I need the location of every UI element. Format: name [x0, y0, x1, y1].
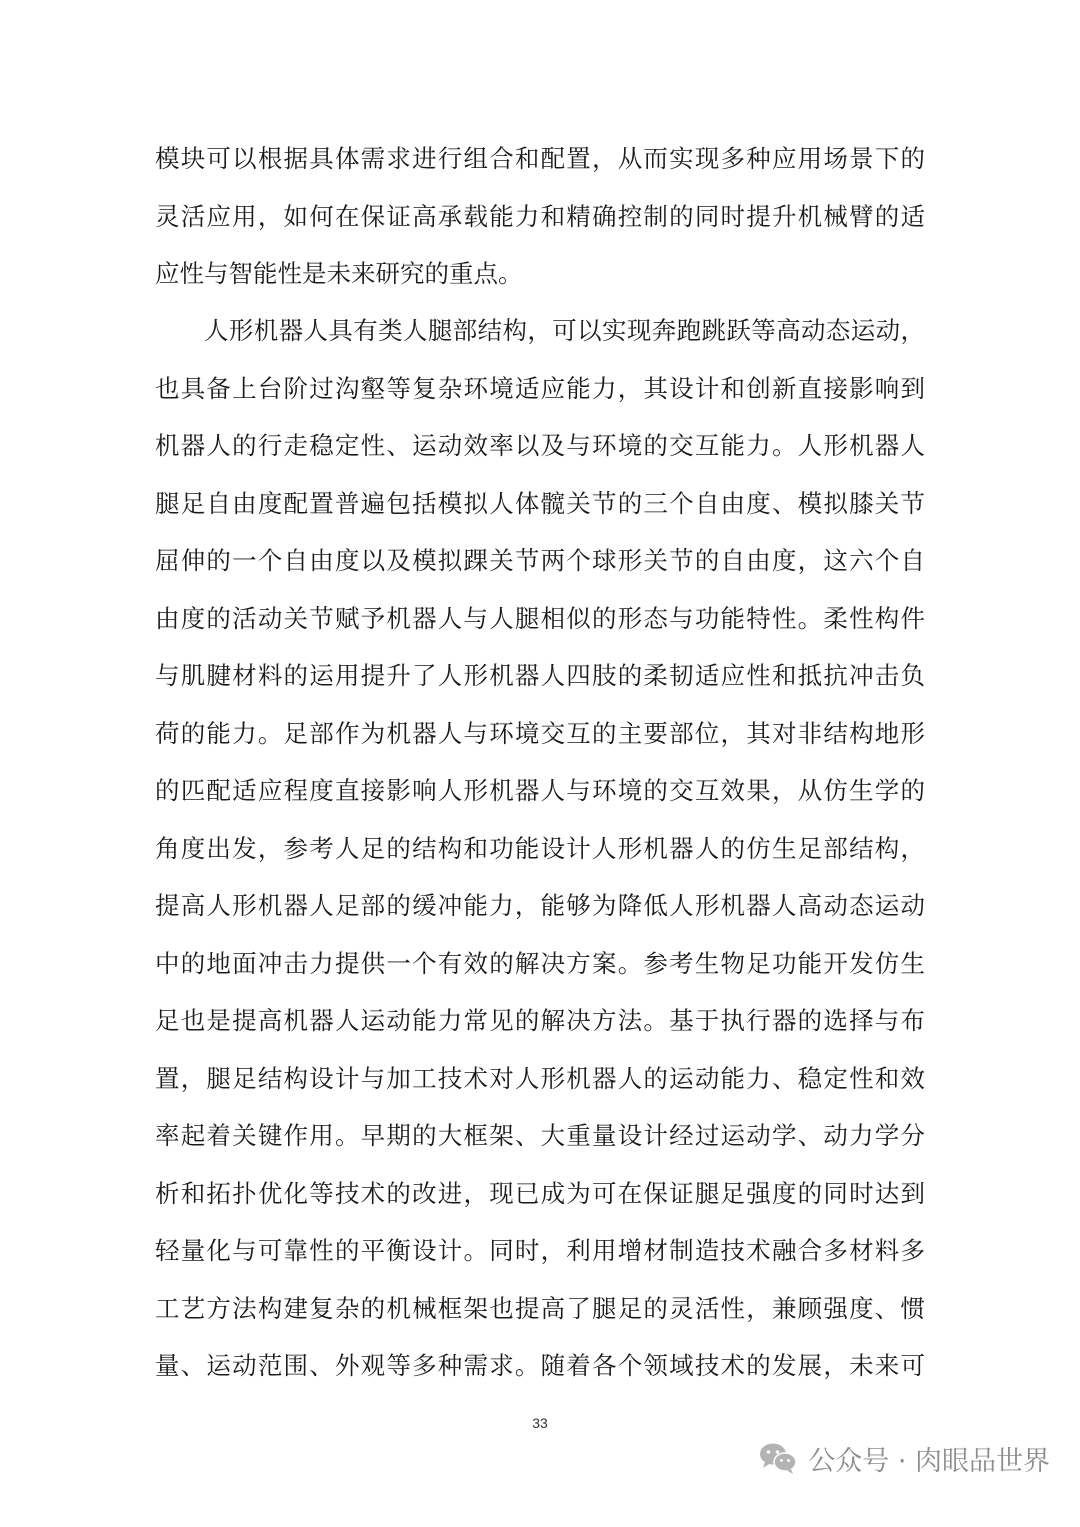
text-line: 由度的活动关节赋予机器人与人腿相似的形态与功能特性。柔性构件	[155, 603, 925, 633]
paragraph-1	[155, 130, 925, 303]
text-line: 模块可以根据具体需求进行组合和配置，从而实现多种应用场景下的	[155, 144, 925, 173]
text-line: 提高人形机器人足部的缓冲能力，能够为降低人形机器人高动态运动	[155, 891, 925, 920]
text-line: 荷的能力。足部作为机器人与环境交互的主要部位，其对非结构地形	[155, 718, 925, 748]
text-line: 工艺方法构建复杂的机械框架也提高了腿足的灵活性，兼顾强度、惯	[155, 1293, 925, 1323]
text-line: 的匹配适应程度直接影响人形机器人与环境的交互效果，从仿生学的	[155, 776, 925, 805]
text-line: 中的地面冲击力提供一个有效的解决方案。参考生物足功能开发仿生	[155, 948, 925, 978]
wechat-icon	[758, 1441, 798, 1475]
text-line: 量、运动范围、外观等多种需求。随着各个领域技术的发展，未来可	[155, 1351, 925, 1380]
text-line: 机器人的行走稳定性、运动效率以及与环境的交互能力。人形机器人	[155, 431, 925, 460]
text-line: 人形机器人具有类人腿部结构，可以实现奔跑跳跃等高动态运动，	[204, 316, 925, 345]
text-line: 率起着关键作用。早期的大框架、大重量设计经过运动学、动力学分	[155, 1121, 925, 1150]
page-number: 33	[532, 1415, 548, 1431]
text-line: 轻量化与可靠性的平衡设计。同时，利用增材制造技术融合多材料多	[155, 1236, 925, 1265]
text-line: 与肌腱材料的运用提升了人形机器人四肢的柔韧适应性和抵抗冲击负	[155, 661, 925, 690]
text-line: 析和拓扑优化等技术的改进，现已成为可在保证腿足强度的同时达到	[155, 1178, 925, 1208]
paragraph-2	[155, 302, 925, 1395]
text-line: 应性与智能性是未来研究的重点。	[155, 259, 523, 288]
text-line: 灵活应用，如何在保证高承载能力和精确控制的同时提升机械臂的适	[155, 201, 925, 231]
text-line: 置，腿足结构设计与加工技术对人形机器人的运动能力、稳定性和效	[155, 1063, 925, 1093]
text-line: 屈伸的一个自由度以及模拟踝关节两个球形关节的自由度，这六个自	[155, 546, 925, 575]
watermark-text: 公众号 · 肉眼品世界	[808, 1445, 1050, 1477]
text-line: 也具备上台阶过沟壑等复杂环境适应能力，其设计和创新直接影响到	[155, 373, 925, 403]
text-line: 足也是提高机器人运动能力常见的解决方法。基于执行器的选择与布	[155, 1006, 925, 1035]
watermark	[758, 1428, 1050, 1488]
text-line: 角度出发，参考人足的结构和功能设计人形机器人的仿生足部结构，	[155, 833, 925, 863]
text-line: 腿足自由度配置普遍包括模拟人体髋关节的三个自由度、模拟膝关节	[155, 488, 925, 518]
